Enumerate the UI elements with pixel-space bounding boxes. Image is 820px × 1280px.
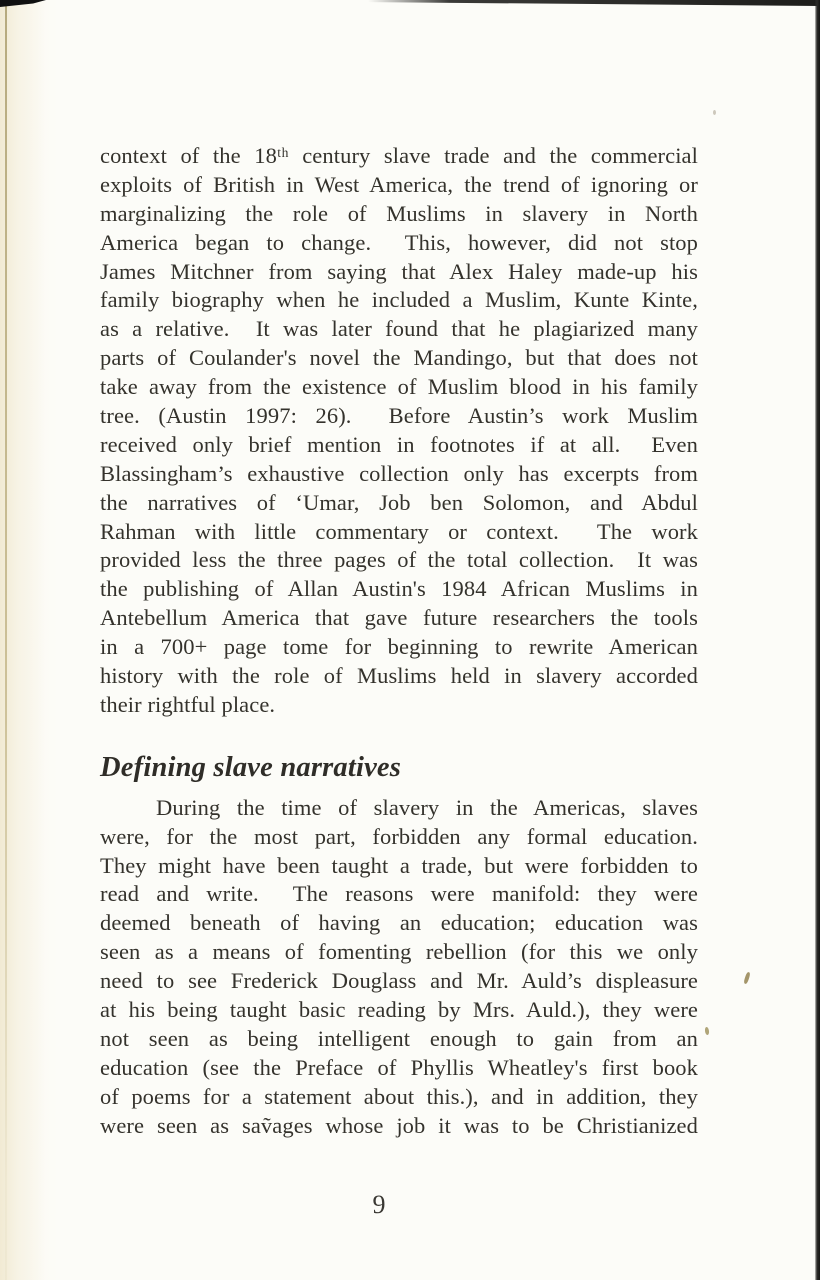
text-line: as a relative. It was later found that he plagiarized many — [100, 316, 698, 342]
binding-line — [5, 0, 7, 1280]
text-line: received only brief mention in footnotes if at all. Even — [100, 431, 698, 457]
scan-edge-right — [815, 0, 820, 1280]
text-line: family biography when he included a Muslim, Kunte Kinte, — [100, 287, 698, 313]
text-line: deemed beneath of having an education; education was — [100, 910, 698, 936]
body-paragraph-1 — [100, 142, 698, 720]
page-number: 9 — [372, 1189, 386, 1219]
text-line: seen as a means of fomenting rebellion (for this we only — [100, 939, 698, 965]
text-line: the narratives of ‘Umar, Job ben Solomon, and Abdul — [100, 489, 698, 515]
text-line: context of the 18ᵗʰ century slave trade and the commercial — [100, 143, 698, 168]
paper-speck — [743, 972, 751, 985]
page-content — [100, 142, 698, 1220]
scan-edge-top-right — [368, 0, 820, 6]
text-line: education (see the Preface of Phyllis Wheatley's first book — [100, 1054, 698, 1080]
text-line: Antebellum America that gave future researchers the tools — [100, 605, 698, 631]
text-line: at his being taught basic reading by Mrs. Auld.), they were — [100, 997, 698, 1023]
text-line: marginalizing the role of Muslims in slavery in North — [100, 200, 698, 226]
text-line: the publishing of Allan Austin's 1984 African Muslims in — [100, 576, 698, 602]
text-line: their rightful place. — [100, 691, 276, 717]
text-line: During the time of slavery in the Americas, slaves — [156, 794, 698, 820]
text-line: exploits of British in West America, the trend of ignoring or — [100, 171, 698, 197]
text-line: take away from the existence of Muslim blood in his family — [100, 374, 698, 400]
paper-speck — [704, 1027, 709, 1035]
text-line: Rahman with little commentary or context. The work — [100, 518, 698, 544]
body-paragraph-2 — [100, 794, 698, 1141]
text-line: tree. (Austin 1997: 26). Before Austin’s work Muslim — [100, 403, 698, 429]
text-line: provided less the three pages of the total collection. It was — [100, 547, 698, 573]
text-line: James Mitchner from saying that Alex Haley made-up his — [100, 258, 698, 284]
text-line: America began to change. This, however, did not stop — [100, 229, 698, 255]
section-heading: Defining slave narratives — [100, 751, 402, 783]
text-line: Blassingham’s exhaustive collection only has excerpts from — [100, 460, 698, 486]
text-line: history with the role of Muslims held in slavery accorded — [100, 663, 698, 689]
text-line: were, for the most part, forbidden any formal education. — [100, 823, 698, 849]
text-line: not seen as being intelligent enough to gain from an — [100, 1025, 698, 1051]
text-line: in a 700+ page tome for beginning to rewrite American — [100, 634, 698, 660]
text-line: need to see Frederick Douglass and Mr. Auld’s displeasure — [100, 968, 698, 994]
text-line: of poems for a statement about this.), and in addition, they — [100, 1083, 698, 1109]
text-line: read and write. The reasons were manifold: they were — [100, 881, 698, 907]
paper-speck — [713, 110, 716, 115]
text-line: They might have been taught a trade, but were forbidden to — [100, 852, 698, 878]
text-line: were seen as saṽages whose job it was to be Christianized — [100, 1112, 698, 1138]
text-line: parts of Coulander's novel the Mandingo, but that does not — [100, 345, 698, 371]
